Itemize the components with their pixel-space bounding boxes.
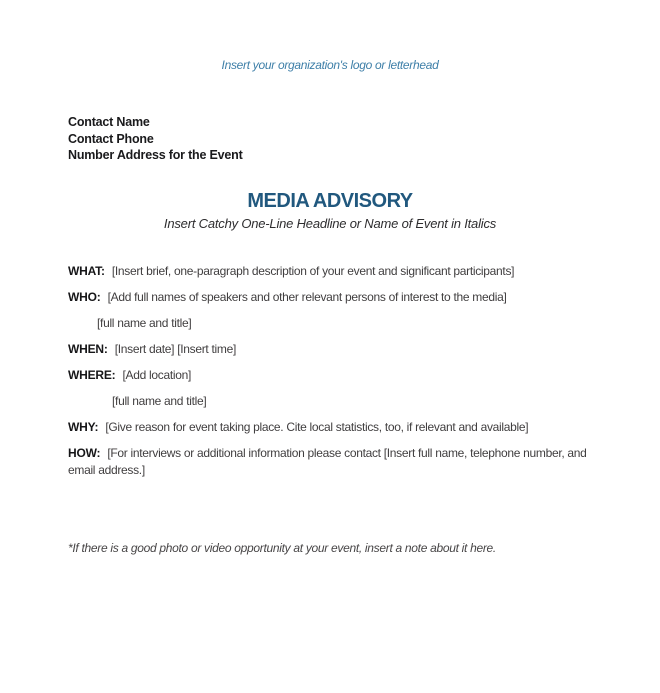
section-where-text: [Add location] — [122, 367, 192, 382]
headline-placeholder: Insert Catchy One-Line Headline or Name of Event in Italics — [163, 215, 497, 231]
section-where-name-title — [68, 393, 660, 410]
contact-block — [0, 114, 660, 164]
section-when — [68, 341, 660, 358]
footnote: *If there is a good photo or video opportunity at your event, insert a note about it here. — [68, 540, 496, 555]
section-what-label: WHAT: — [68, 263, 105, 278]
advisory-sections — [0, 263, 660, 479]
contact-phone-line: Contact Phone — [68, 131, 154, 146]
section-why-label: WHY: — [68, 419, 99, 434]
section-where — [68, 367, 660, 384]
section-why-text: [Give reason for event taking place. Cite local statistics, too, if relevant and available] — [105, 419, 529, 434]
section-why — [68, 419, 660, 436]
section-what — [68, 263, 660, 280]
section-who — [68, 289, 660, 306]
section-who-name-title — [68, 315, 660, 332]
section-where-name-title-text: [full name and title] — [112, 393, 207, 408]
section-where-label: WHERE: — [68, 367, 116, 382]
logo-placeholder-text: Insert your organization's logo or letterhead — [221, 58, 439, 72]
section-who-text: [Add full names of speakers and other relevant persons of interest to the media] — [107, 289, 507, 304]
section-who-label: WHO: — [68, 289, 101, 304]
contact-address-line: Number Address for the Event — [68, 148, 243, 162]
section-how-text: [For interviews or additional information please contact [Insert full name, telephone number, and email address.] — [68, 445, 587, 477]
section-how — [68, 445, 608, 479]
section-who-name-title-text: [full name and title] — [97, 315, 192, 330]
page-title: MEDIA ADVISORY — [247, 189, 413, 212]
contact-name-line: Contact Name — [68, 115, 150, 129]
section-when-text: [Insert date] [Insert time] — [114, 341, 237, 356]
section-when-label: WHEN: — [68, 341, 108, 356]
section-how-label: HOW: — [68, 445, 101, 460]
section-what-text: [Insert brief, one-paragraph description of your event and significant participants] — [111, 263, 515, 278]
